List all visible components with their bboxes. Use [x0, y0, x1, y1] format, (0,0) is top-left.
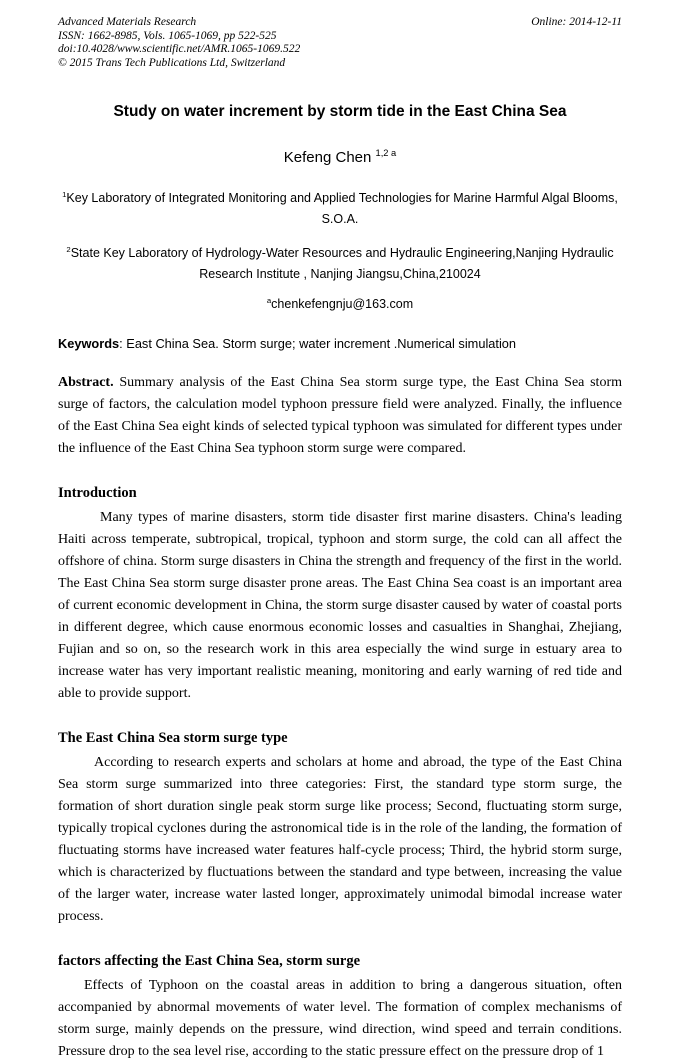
author-email [58, 296, 622, 311]
paper-title: Study on water increment by storm tide in the East China Sea [113, 103, 567, 120]
affiliation-1-marker: 1 [62, 190, 67, 199]
issn-line: ISSN: 1662-8985, Vols. 1065-1069, pp 522-525 [58, 29, 277, 42]
affiliation-2 [58, 239, 622, 285]
abstract-paragraph [58, 372, 622, 460]
abstract-text: Summary analysis of the East China Sea storm surge type, the East China Sea storm surge of factors, the calculation model typhoon pressure field were analyzed. Finally, the influence of the East China Sea eight kinds of selected typical typhoon was simulated for different types under the influence of the East China Sea typhoon storm surge were compared. [58, 375, 622, 457]
affiliation-1 [58, 184, 622, 230]
section-paragraph-factors: Effects of Typhoon on the coastal areas in addition to bring a dangerous situation, often accompanied by abnormal movements of water level. The formation of complex mechanisms of storm surge, mainly depends on the pressure, wind direction, wind speed and terrain conditions. Pressure drop to the sea level rise, according to the static pressure effect on the pressure drop of 1 [58, 978, 622, 1060]
author-name: Kefeng Chen [283, 149, 372, 166]
copyright-line: © 2015 Trans Tech Publications Ltd, Switzerland [58, 56, 286, 69]
affiliation-2-marker: 2 [66, 245, 71, 255]
journal-info-block [58, 16, 300, 70]
section-paragraph-introduction: Many types of marine disasters, storm tide disaster first marine disasters. China's leading Haiti across temperate, subtropical, tropical, typhoon and storm surge, the cold can all affect the offshore of china. Storm surge disasters in China the strength and frequency of the first in the world. The East China Sea storm surge disaster prone areas. The East China Sea coast is an important area of current economic development in China, the storm surge disaster caused by water of coastal ports in different degree, which cause enormous economic losses and casualties in Shanghai, Zhejiang, Fujian and so on, so the research work in this area especially the wind surge in estuary area to increase water has very important realistic meaning, monitoring and early warning of red tide and able to provide support. [58, 510, 622, 702]
affiliation-1-text: Key Laboratory of Integrated Monitoring and Applied Technologies for Marine Harmful Algal Blooms, S.O.A. [66, 191, 618, 227]
page-header [58, 16, 622, 70]
keywords-text: : East China Sea. Storm surge; water increment .Numerical simulation [119, 336, 517, 352]
email-text: chenkefengnju@163.com [271, 297, 414, 312]
section-heading-storm-surge-type: The East China Sea storm surge type [58, 730, 288, 747]
section-heading-introduction: Introduction [58, 485, 137, 502]
keywords-line [58, 335, 622, 352]
author-superscript: 1,2 a [375, 148, 397, 158]
section-paragraph-storm-surge-type: According to research experts and scholars at home and abroad, the type of the East China Sea storm surge summarized into three categories: First, the standard type storm surge, the formation of short duration single peak storm surge like process; Second, fluctuating storm surge, typically tropical cyclones during the astronomical tide is in the role of the landing, the formation of fluctuating storms have increased water features half-cycle process; Third, the hybrid storm surge, which is characterized by fluctuations between the standard and type between, increasing the value of the larger water, increase water lasted longer, approximately unimodal bimodal increase water process. [58, 755, 622, 925]
email-marker: a [266, 296, 272, 306]
journal-name: Advanced Materials Research [58, 16, 197, 28]
affiliation-2-text: State Key Laboratory of Hydrology-Water Resources and Hydraulic Engineering,Nanjing Hydraulic Research Institute , Nanjing Jiangsu,China,210024 [70, 246, 614, 282]
online-date: Online: 2014-12-11 [531, 16, 622, 28]
abstract-label: Abstract. [58, 375, 114, 391]
keywords-label: Keywords [58, 336, 120, 352]
section-heading-factors: factors affecting the East China Sea, storm surge [58, 953, 361, 970]
doi-line: doi:10.4028/www.scientific.net/AMR.1065-1069.522 [58, 43, 301, 55]
author-line [58, 148, 622, 166]
